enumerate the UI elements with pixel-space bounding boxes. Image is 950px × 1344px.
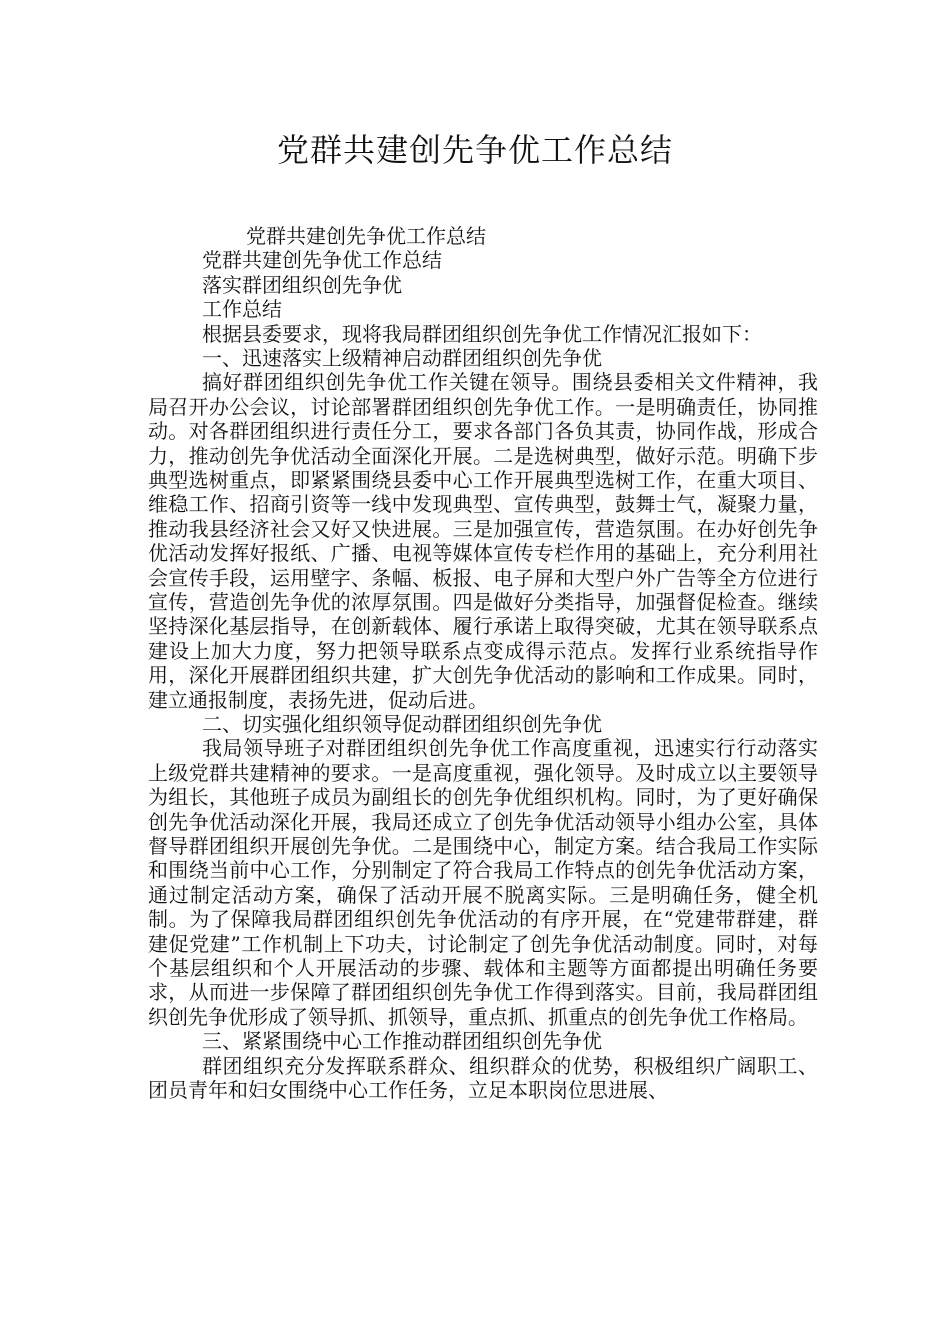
header-line: 落实群团组织创先争优 xyxy=(202,272,402,297)
header-line: 工作总结 xyxy=(202,297,282,322)
section-paragraph: 群团组织充分发挥联系群众、组织群众的优势，积极组织广阔职工、团员青年和妇女围绕中心工作任务，立足本职岗位思进展、 xyxy=(148,1053,818,1103)
intro-line: 根据县委要求，现将我局群团组织创先争优工作情况汇报如下： xyxy=(202,321,762,346)
section-heading: 三、紧紧围绕中心工作推动群团组织创先争优 xyxy=(202,1029,602,1054)
section-paragraph: 我局领导班子对群团组织创先争优工作高度重视，迅速实行行动落实上级党群共建精神的要求。一是高度重视，强化领导。及时成立以主要领导为组长，其他班子成员为副组长的创先争优组织机构。同时，为了更好确保创先争优活动深化开展，我局还成立了创先争优活动领导小组办公室，具体督导群团组织开展创先争优。二是围绕中心，制定方案。结合我局工作实际和围绕当前中心工作，分别制定了符合我局工作特点的创先争优活动方案，通过制定活动方案，确保了活动开展不脱离实际。三是明确任务，健全机制。为了保障我局群团组织创先争优活动的有序开展，在“党建带群建，群建促党建”工作机制上下功夫，讨论制定了创先争优活动制度。同时，对每个基层组织和个人开展活动的步骤、载体和主题等方面都提出明确任务要求，从而进一步保障了群团组织创先争优工作得到落实。目前，我局群团组织创先争优形成了领导抓、抓领导，重点抓、抓重点的创先争优工作格局。 xyxy=(148,736,818,1029)
document-body xyxy=(148,224,818,1103)
header-line: 党群共建创先争优工作总结 xyxy=(202,248,442,273)
section-paragraph: 搞好群团组织创先争优工作关键在领导。围绕县委相关文件精神，我局召开办公会议，讨论部署群团组织创先争优工作。一是明确责任，协同推动。对各群团组织进行责任分工，要求各部门各负其责，协同作战，形成合力，推动创先争优活动全面深化开展。二是选树典型，做好示范。明确下步典型选树重点，即紧紧围绕县委中心工作开展典型选树工作，在重大项目、维稳工作、招商引资等一线中发现典型、宣传典型，鼓舞士气，凝聚力量，推动我县经济社会又好又快进展。三是加强宣传，营造氛围。在办好创先争优活动发挥好报纸、广播、电视等媒体宣传专栏作用的基础上，充分利用社会宣传手段，运用壁字、条幅、板报、电子屏和大型户外广告等全方位进行宣传，营造创先争优的浓厚氛围。四是做好分类指导，加强督促检查。继续坚持深化基层指导，在创新载体、履行承诺上取得突破，尤其在领导联系点建设上加大力度，努力把领导联系点变成得示范点。发挥行业系统指导作用，深化开展群团组织共建，扩大创先争优活动的影响和工作成果。同时，建立通报制度，表扬先进，促动后进。 xyxy=(148,370,818,712)
section-heading: 二、切实强化组织领导促动群团组织创先争优 xyxy=(202,712,602,737)
document-title: 党群共建创先争优工作总结 xyxy=(276,131,673,169)
section-heading: 一、迅速落实上级精神启动群团组织创先争优 xyxy=(202,345,602,370)
header-line: 党群共建创先争优工作总结 xyxy=(246,224,486,248)
